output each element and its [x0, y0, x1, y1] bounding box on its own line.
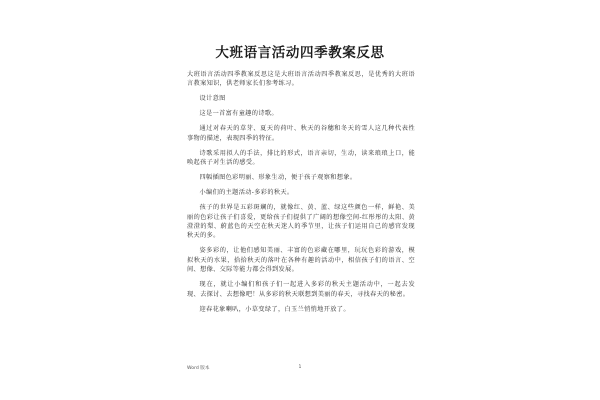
document-body — [187, 70, 415, 320]
paragraph: 这是一首富有童趣的诗歌。 — [199, 110, 278, 118]
footer-page-number: 1 — [298, 365, 302, 370]
footer-version-label: Word 版本 — [187, 366, 210, 371]
paragraph: 现在，就让小编们和孩子们一起进入多彩的秋天主题活动中，一起去发现、去探讨、去想像吧！从多彩的秋天联想到美丽的春天，寻找春天的秘密。 — [187, 281, 415, 298]
intro-paragraph: 大班语言活动四季教案反思这是大班语言活动四季教案反思，是优秀的大班语言教案知识，供老师家长们参考练习。 — [187, 71, 415, 88]
paragraph: 小编们的主题活动-多彩的秋天。 — [199, 189, 294, 197]
paragraph: 迎春花象喇叭，小草变绿了，白玉兰悄悄地开放了。 — [199, 305, 350, 313]
paragraph: 姿多彩的，让他们感知美丽、丰富的色彩藏在哪里，玩玩色彩的游戏，模拟秋天的水果，拾拾秋天的落叶在各种有趣的活动中，相信孩子们的语言、空间、想像、交际等能力都会得到发展。 — [187, 247, 415, 274]
paragraph: 四幅插图色彩明丽、形象生动，便于孩子观察和想象。 — [199, 174, 357, 182]
document-title: 大班语言活动四季教案反思 — [215, 45, 385, 61]
paragraph: 通过对春天的草芽、夏天的荷叶、秋天的谷穗和冬天的雪人这几种代表性事物的描述，表现四季的特征。 — [187, 125, 415, 142]
section-heading-design-intent: 设计意图 — [199, 95, 226, 103]
paragraph: 孩子的世界是五彩斑斓的，就像红、黄、蓝、绿这些颜色一样，鲜艳、美丽的色彩让孩子们喜爱，更给孩子们提供了广阔的想像空间-红彤彤的太阳、黄澄澄的梨、蔚蓝色的天空在秋天迷人的季节里，让孩子们运用自己的感官发现秋天的多。 — [187, 204, 415, 240]
paragraph: 诗歌采用拟人的手法，排比的形式，语言亲切，生动，读来琅琅上口，能唤起孩子对生活的感受。 — [187, 149, 415, 167]
